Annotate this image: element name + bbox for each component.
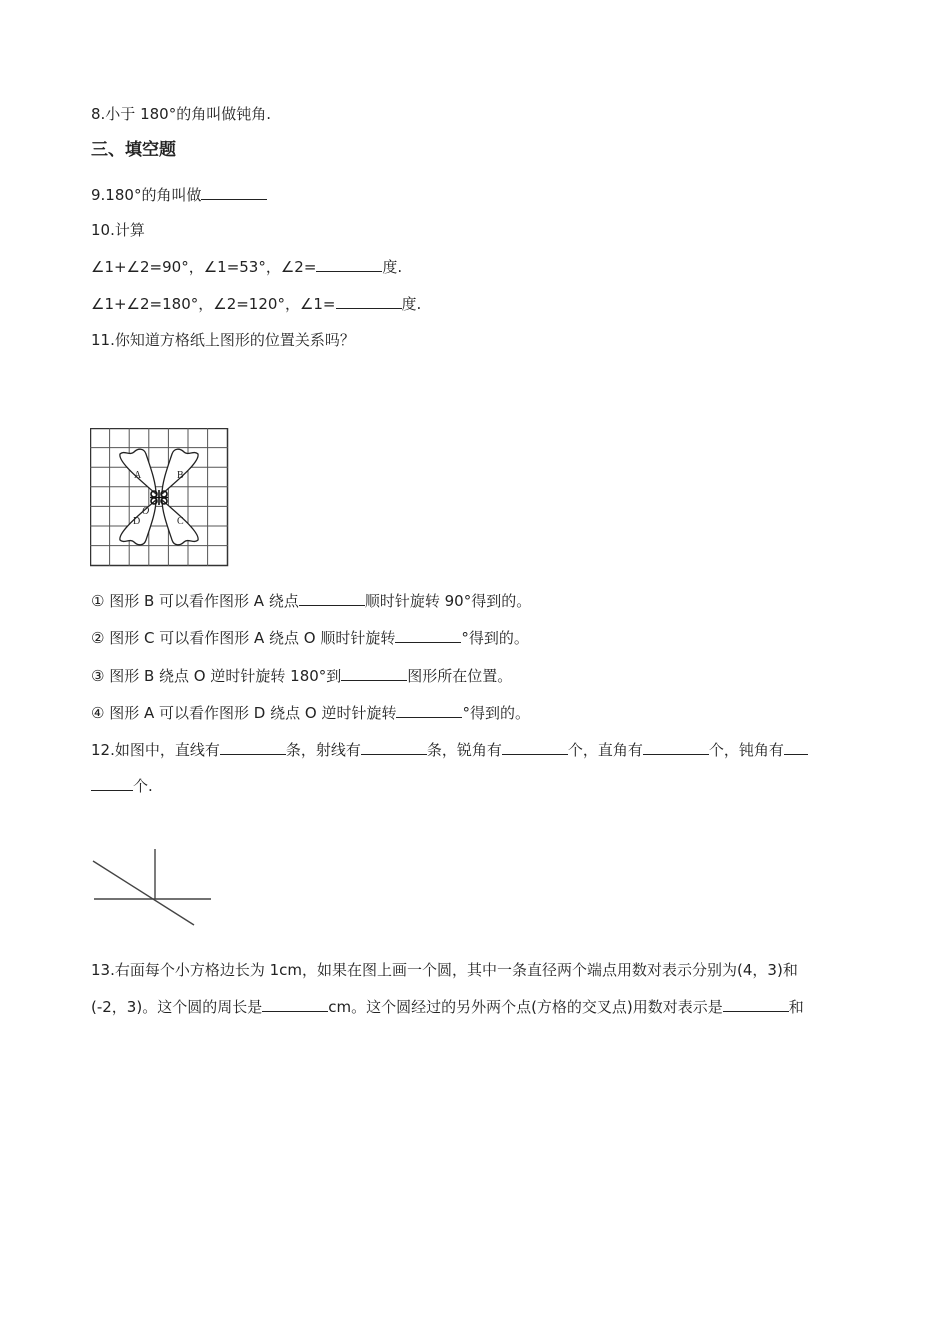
answer-blank[interactable] (395, 628, 461, 643)
answer-blank-end[interactable] (91, 776, 133, 791)
label-a: A (134, 470, 142, 481)
q10-line2-unit: 度. (401, 295, 422, 313)
q13-text-2a: (-2，3)。这个圆的周长是 (91, 998, 263, 1016)
question-8-text: 8.小于 180°的角叫做钝角. (91, 105, 271, 123)
q12-part-1: 12.如图中，直线有 (91, 741, 220, 759)
answer-blank[interactable] (396, 703, 462, 718)
q12-part-5: 个，钝角有 (708, 741, 784, 759)
question-9-text: 9.180°的角叫做 (91, 186, 202, 204)
q11-s4-text: ④ 图形 A 可以看作图形 D 绕点 O 逆时针旋转 (91, 704, 397, 722)
q11-s1-text: ① 图形 B 可以看作图形 A 绕点 (91, 592, 299, 610)
answer-blank[interactable] (361, 740, 427, 755)
q10-line2-text: ∠1+∠2=180°，∠2=120°，∠1= (91, 295, 336, 313)
q10-line1-unit: 度. (382, 258, 403, 276)
q12-part-6: 个. (133, 777, 153, 795)
question-9 (91, 185, 267, 205)
lines-figure (88, 846, 218, 930)
answer-blank[interactable] (262, 997, 328, 1012)
question-10-title (91, 220, 145, 240)
q12-part-3: 条，锐角有 (426, 741, 502, 759)
q11-s4-tail: °得到的。 (462, 704, 530, 722)
question-11-sub-3 (91, 666, 512, 686)
q11-s3-text: ③ 图形 B 绕点 O 逆时针旋转 180°到 (91, 667, 342, 685)
q12-part-2: 条，射线有 (285, 741, 361, 759)
answer-blank[interactable] (341, 666, 407, 681)
q11-s3-tail: 图形所在位置。 (407, 667, 513, 685)
answer-blank[interactable] (316, 257, 382, 272)
question-11-sub-2 (91, 628, 529, 648)
q11-s2-tail: °得到的。 (461, 629, 529, 647)
question-13-line-2 (91, 997, 804, 1017)
answer-blank-start[interactable] (784, 740, 808, 755)
q12-part-4: 个，直角有 (567, 741, 643, 759)
question-10-text: 10.计算 (91, 221, 145, 239)
q13-text-2b: cm。这个圆经过的另外两个点(方格的交叉点)用数对表示是 (328, 998, 723, 1016)
answer-blank[interactable] (502, 740, 568, 755)
question-12-line-2 (91, 776, 153, 796)
label-d: D (133, 516, 141, 527)
q11-s2-text: ② 图形 C 可以看作图形 A 绕点 O 顺时针旋转 (91, 629, 396, 647)
question-11-title (91, 330, 355, 350)
q11-s1-tail: 顺时针旋转 90°得到的。 (364, 592, 532, 610)
section-heading (91, 140, 176, 160)
answer-blank[interactable] (723, 997, 789, 1012)
label-c: C (177, 516, 184, 527)
answer-blank[interactable] (336, 294, 402, 309)
answer-blank[interactable] (201, 185, 267, 200)
answer-blank[interactable] (220, 740, 286, 755)
question-11-text: 11.你知道方格纸上图形的位置关系吗？ (91, 331, 355, 349)
q13-text-2c: 和 (788, 998, 804, 1016)
q10-line1-text: ∠1+∠2=90°，∠1=53°，∠2= (91, 258, 317, 276)
question-13-line-1 (91, 960, 798, 980)
question-11-sub-1 (91, 591, 531, 611)
question-11-sub-4 (91, 703, 530, 723)
section-title: 三、填空题 (91, 140, 176, 160)
answer-blank[interactable] (299, 591, 365, 606)
label-o: O (142, 506, 150, 517)
label-b: B (177, 470, 184, 481)
rotation-grid-figure (90, 428, 230, 568)
question-10-line-1 (91, 257, 402, 277)
question-12-line-1 (91, 740, 808, 760)
answer-blank[interactable] (643, 740, 709, 755)
question-10-line-2 (91, 294, 421, 314)
q13-text-1: 13.右面每个小方格边长为 1cm，如果在图上画一个圆，其中一条直径两个端点用数对表示分别为(4，3)和 (91, 961, 798, 979)
question-8 (91, 104, 271, 124)
